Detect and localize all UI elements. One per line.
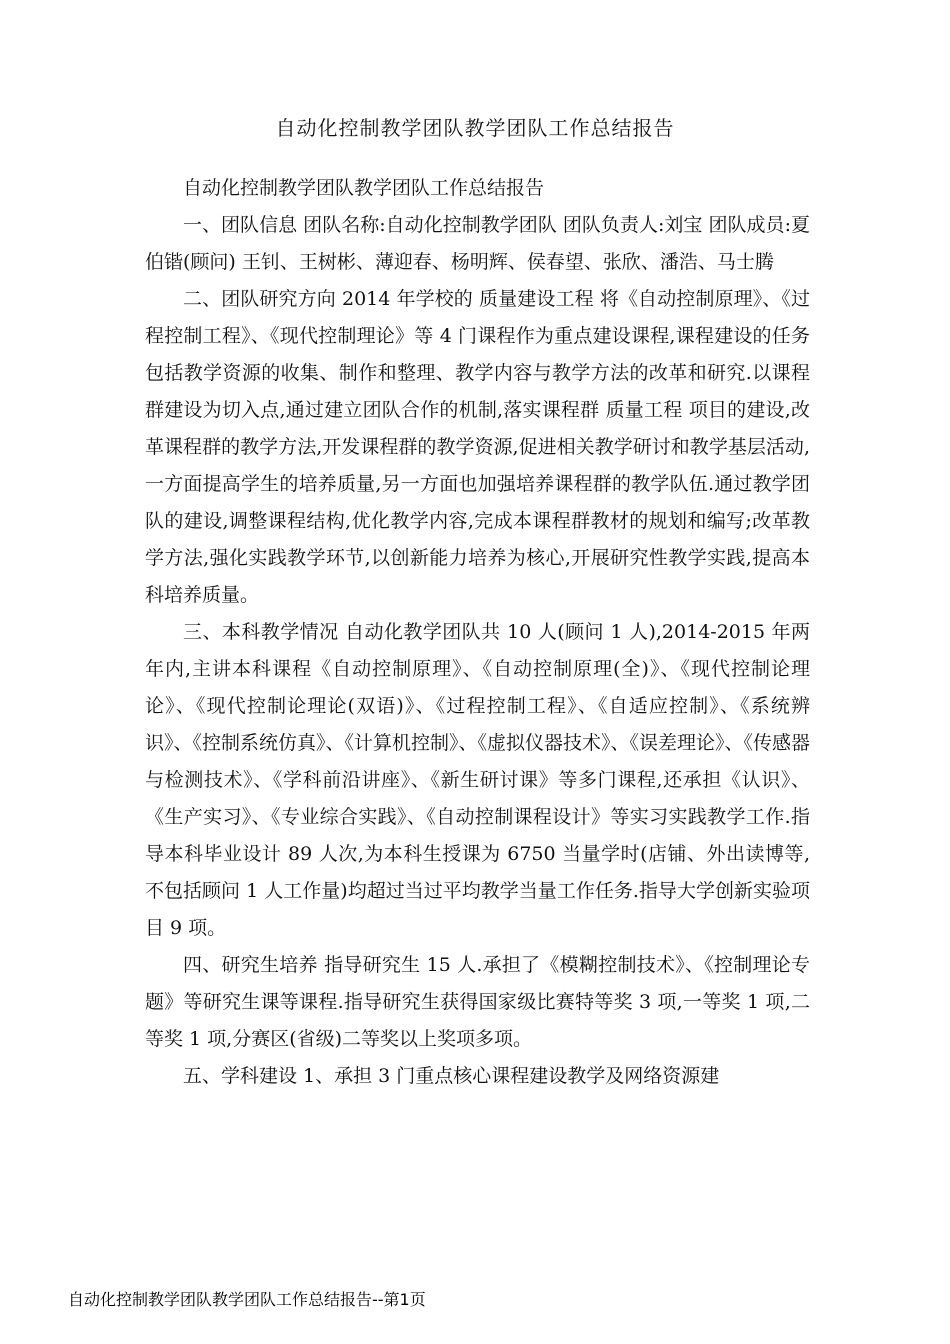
paragraph-graduate-training: 四、研究生培养 指导研究生 15 人.承担了《模糊控制技术》、《控制理论专题》等研究生课等课程.指导研究生获得国家级比赛特等奖 3 项,一等奖 1 项,二等奖 1 项,分赛区(省级)二等奖以上奖项多项。	[145, 954, 810, 1050]
paragraph-team-info: 一、团队信息 团队名称:自动化控制教学团队 团队负责人:刘宝 团队成员:夏伯锴(顾问) 王钊、王树彬、薄迎春、杨明辉、侯春望、张欣、潘浩、马士腾	[145, 214, 810, 273]
document-body	[145, 170, 810, 1095]
paragraph-heading: 自动化控制教学团队教学团队工作总结报告	[183, 177, 545, 199]
paragraph-undergraduate-teaching: 三、本科教学情况 自动化教学团队共 10 人(顾问 1 人),2014-2015 年两年内,主讲本科课程《自动控制原理》、《自动控制原理(全)》、《现代控制论理论》、《现代控制论理论(双语)》、《过程控制工程》、《自适应控制》、《系统辨识》、《控制系统仿真》、《计算机控制》、《虚拟仪器技术》、《误差理论》、《传感器与检测技术》、《学科前沿讲座》、《新生研讨课》等多门课程,还承担《认识》、《生产实习》、《专业综合实践》、《自动控制课程设计》等实习实践教学工作.指导本科毕业设计 89 人次,为本科生授课为 6750 当量学时(店铺、外出读博等,不包括顾问 1 人工作量)均超过当过平均教学当量工作任务.指导大学创新实验项目 9 项。	[145, 621, 811, 939]
page-footer: 自动化控制教学团队教学团队工作总结报告--第1页	[68, 1290, 426, 1309]
paragraph-discipline-construction: 五、学科建设 1、承担 3 门重点核心课程建设教学及网络资源建	[183, 1065, 720, 1087]
paragraph-research-direction: 二、团队研究方向 2014 年学校的 质量建设工程 将《自动控制原理》、《过程控制工程》、《现代控制理论》等 4 门课程作为重点建设课程,课程建设的任务包括教学资源的收集、制作和整理、教学内容与教学方法的改革和研究.以课程群建设为切入点,通过建立团队合作的机制,落实课程群 质量工程 项目的建设,改革课程群的教学方法,开发课程群的教学资源,促进相关教学研讨和教学基层活动,一方面提高学生的培养质量,另一方面也加强培养课程群的教学队伍.通过教学团队的建设,调整课程结构,优化教学内容,完成本课程群教材的规划和编写;改革教学方法,强化实践教学环节,以创新能力培养为核心,开展研究性教学实践,提高本科培养质量。	[145, 288, 810, 606]
document-title: 自动化控制教学团队教学团队工作总结报告	[275, 116, 675, 140]
